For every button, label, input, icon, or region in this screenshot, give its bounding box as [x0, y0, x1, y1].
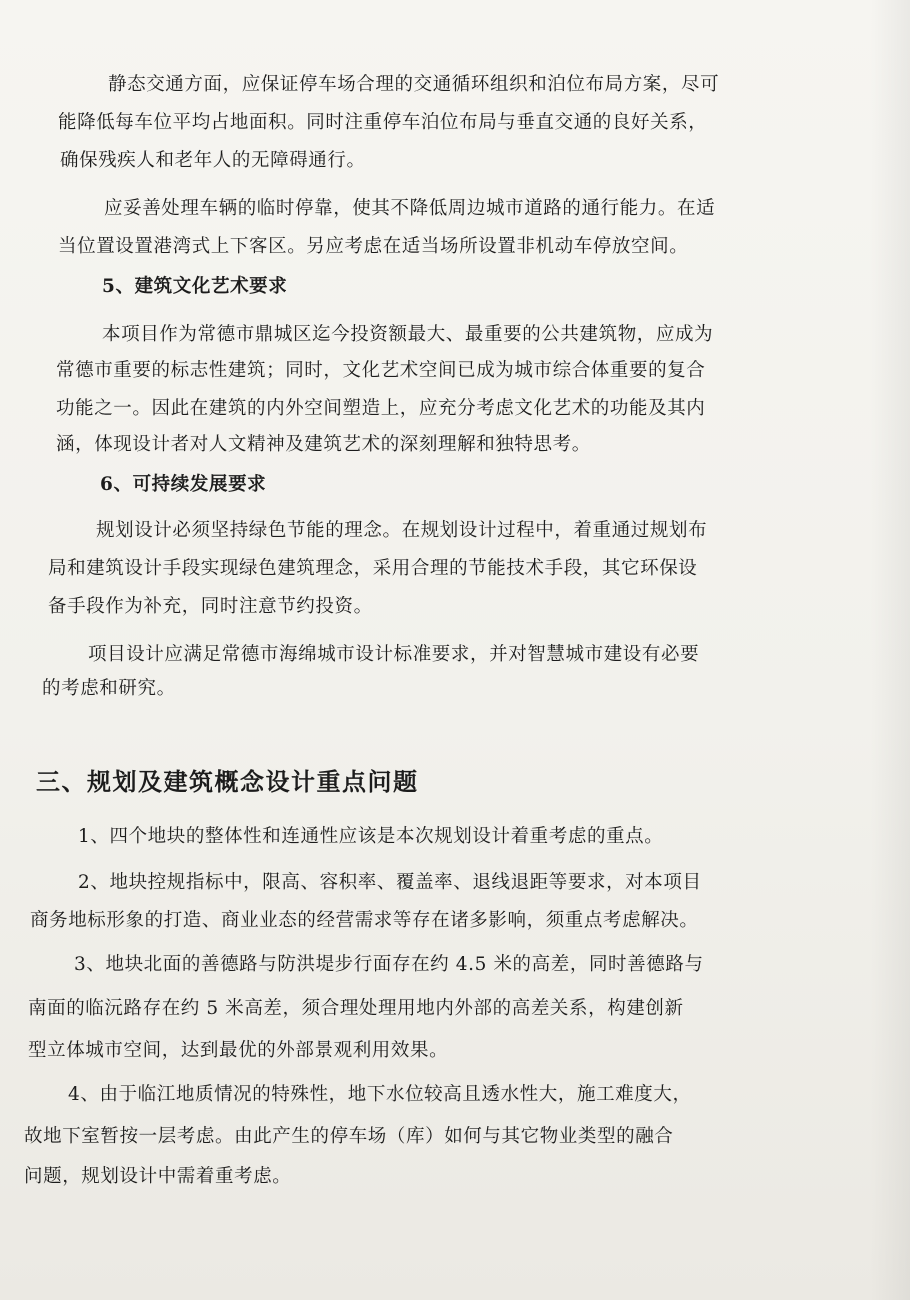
para2-line-1: 应妥善处理车辆的临时停靠，使其不降低周边城市道路的通行能力。在适	[104, 198, 716, 219]
para5-line-2: 的考虑和研究。	[42, 678, 176, 699]
heading-sustainable: 6、可持续发展要求	[100, 474, 267, 495]
item3-line-2: 南面的临沅路存在约 5 米高差，须合理处理用地内外部的高差关系，构建创新	[28, 998, 684, 1019]
page-shadow	[870, 0, 910, 1300]
item4-line-2: 故地下室暂按一层考虑。由此产生的停车场（库）如何与其它物业类型的融合	[24, 1126, 674, 1147]
item4-line-1: 4、由于临江地质情况的特殊性，地下水位较高且透水性大，施工难度大，	[68, 1084, 692, 1105]
item3-line-1: 3、地块北面的善德路与防洪堤步行面存在约 4.5 米的高差，同时善德路与	[74, 954, 704, 975]
para3-line-1: 本项目作为常德市鼎城区迄今投资额最大、最重要的公共建筑物，应成为	[102, 324, 714, 345]
para4-line-2: 局和建筑设计手段实现绿色建筑理念，采用合理的节能技术手段，其它环保设	[48, 558, 698, 579]
para3-line-3: 功能之一。因此在建筑的内外空间塑造上，应充分考虑文化艺术的功能及其内	[56, 398, 706, 419]
item4-line-3: 问题，规划设计中需着重考虑。	[24, 1166, 292, 1187]
item2-line-2: 商务地标形象的打造、商业业态的经营需求等存在诸多影响，须重点考虑解决。	[30, 910, 699, 931]
section3-title: 三、规划及建筑概念设计重点问题	[36, 767, 419, 796]
para4-line-1: 规划设计必须坚持绿色节能的理念。在规划设计过程中，着重通过规划布	[96, 520, 708, 541]
para2-line-2: 当位置设置港湾式上下客区。另应考虑在适当场所设置非机动车停放空间。	[58, 236, 689, 257]
para5-line-1: 项目设计应满足常德市海绵城市设计标准要求，并对智慧城市建设有必要	[88, 644, 700, 665]
para1-line-2: 能降低每车位平均占地面积。同时注重停车泊位布局与垂直交通的良好关系，	[58, 112, 708, 133]
para3-line-2: 常德市重要的标志性建筑；同时，文化艺术空间已成为城市综合体重要的复合	[56, 360, 706, 381]
item1-line-1: 1、四个地块的整体性和连通性应该是本次规划设计着重考虑的重点。	[78, 826, 664, 847]
para3-line-4: 涵，体现设计者对人文精神及建筑艺术的深刻理解和独特思考。	[56, 434, 591, 455]
para1-line-3: 确保残疾人和老年人的无障碍通行。	[60, 150, 366, 171]
heading-culture-art: 5、建筑文化艺术要求	[102, 276, 288, 297]
para4-line-3: 备手段作为补充，同时注意节约投资。	[48, 596, 373, 617]
item2-line-1: 2、地块控规指标中，限高、容积率、覆盖率、退线退距等要求，对本项目	[78, 872, 702, 893]
item3-line-3: 型立体城市空间，达到最优的外部景观利用效果。	[28, 1040, 449, 1061]
para1-line-1: 静态交通方面，应保证停车场合理的交通循环组织和泊位布局方案，尽可	[108, 74, 720, 95]
